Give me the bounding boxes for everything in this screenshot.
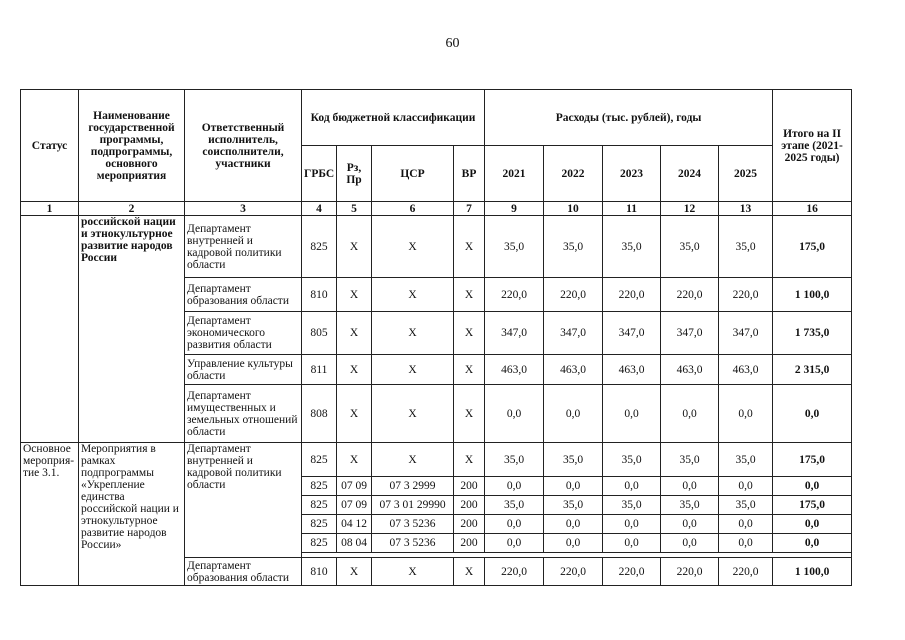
- total-cell: 175,0: [773, 443, 852, 477]
- csr-cell: 07 3 5236: [372, 534, 454, 553]
- rzpr-cell: 08 04: [337, 534, 372, 553]
- header-year: 2025: [719, 146, 773, 202]
- value-cell: 0,0: [603, 534, 661, 553]
- executor-cell: Департамент образования области: [185, 558, 302, 586]
- value-cell: 0,0: [485, 534, 544, 553]
- value-cell: 220,0: [544, 558, 603, 586]
- vr-cell: 200: [454, 534, 485, 553]
- header-year: 2022: [544, 146, 603, 202]
- grbs-cell: 825: [302, 477, 337, 496]
- grbs-cell: 810: [302, 558, 337, 586]
- value-cell: 35,0: [719, 216, 773, 278]
- value-cell: 0,0: [719, 385, 773, 443]
- value-cell: 220,0: [603, 558, 661, 586]
- vr-cell: Х: [454, 385, 485, 443]
- value-cell: 463,0: [485, 355, 544, 385]
- value-cell: 347,0: [485, 312, 544, 355]
- value-cell: 0,0: [719, 477, 773, 496]
- value-cell: 35,0: [661, 216, 719, 278]
- value-cell: 0,0: [719, 534, 773, 553]
- value-cell: 0,0: [544, 534, 603, 553]
- header-vr: ВР: [454, 146, 485, 202]
- table-row: [21, 216, 852, 278]
- value-cell: 220,0: [661, 558, 719, 586]
- grbs-cell: 811: [302, 355, 337, 385]
- total-cell: 1 100,0: [773, 558, 852, 586]
- grbs-cell: 825: [302, 496, 337, 515]
- value-cell: 35,0: [544, 496, 603, 515]
- value-cell: 35,0: [544, 443, 603, 477]
- total-cell: 1 735,0: [773, 312, 852, 355]
- grbs-cell: 808: [302, 385, 337, 443]
- rzpr-cell: Х: [337, 312, 372, 355]
- header-year: 2024: [661, 146, 719, 202]
- header-status: Статус: [21, 90, 79, 202]
- value-cell: 35,0: [719, 443, 773, 477]
- total-cell: 0,0: [773, 534, 852, 553]
- csr-cell: 07 3 2999: [372, 477, 454, 496]
- column-number: 12: [661, 202, 719, 216]
- total-cell: 175,0: [773, 496, 852, 515]
- grbs-cell: 805: [302, 312, 337, 355]
- value-cell: 35,0: [544, 216, 603, 278]
- column-number: 10: [544, 202, 603, 216]
- rzpr-cell: Х: [337, 558, 372, 586]
- table-row: [21, 443, 852, 477]
- csr-cell: Х: [372, 216, 454, 278]
- column-number: 2: [79, 202, 185, 216]
- csr-cell: 07 3 5236: [372, 515, 454, 534]
- header-total: Итого на II этапе (2021-2025 годы): [773, 90, 852, 202]
- header-executor: Ответственный исполнитель, соисполнители, участники: [185, 90, 302, 202]
- total-cell: 1 100,0: [773, 278, 852, 312]
- csr-cell: 07 3 01 29990: [372, 496, 454, 515]
- value-cell: 347,0: [719, 312, 773, 355]
- rzpr-cell: Х: [337, 278, 372, 312]
- value-cell: 0,0: [485, 385, 544, 443]
- value-cell: 35,0: [485, 496, 544, 515]
- value-cell: 35,0: [485, 216, 544, 278]
- budget-table: [20, 89, 852, 586]
- rzpr-cell: Х: [337, 355, 372, 385]
- column-number: 5: [337, 202, 372, 216]
- header-expenses: Расходы (тыс. рублей), годы: [485, 90, 773, 146]
- vr-cell: Х: [454, 312, 485, 355]
- value-cell: 35,0: [603, 496, 661, 515]
- value-cell: 0,0: [485, 477, 544, 496]
- executor-cell: Департамент внутренней и кадровой политики области: [185, 443, 302, 558]
- executor-cell: Департамент внутренней и кадровой политики области: [185, 216, 302, 278]
- grbs-cell: 810: [302, 278, 337, 312]
- value-cell: 0,0: [603, 515, 661, 534]
- value-cell: 0,0: [544, 477, 603, 496]
- grbs-cell: 825: [302, 216, 337, 278]
- header-csr: ЦСР: [372, 146, 454, 202]
- header-year: 2023: [603, 146, 661, 202]
- column-number: 11: [603, 202, 661, 216]
- rzpr-cell: 07 09: [337, 496, 372, 515]
- csr-cell: Х: [372, 558, 454, 586]
- grbs-cell: 825: [302, 443, 337, 477]
- executor-cell: Департамент экономического развития области: [185, 312, 302, 355]
- vr-cell: Х: [454, 216, 485, 278]
- header-year: 2021: [485, 146, 544, 202]
- value-cell: 0,0: [544, 385, 603, 443]
- executor-cell: Управление культуры области: [185, 355, 302, 385]
- value-cell: 220,0: [661, 278, 719, 312]
- vr-cell: 200: [454, 496, 485, 515]
- column-number: 16: [773, 202, 852, 216]
- value-cell: 347,0: [544, 312, 603, 355]
- page-number: 60: [445, 36, 460, 51]
- csr-cell: Х: [372, 385, 454, 443]
- value-cell: 35,0: [603, 443, 661, 477]
- value-cell: 0,0: [661, 477, 719, 496]
- column-number: 13: [719, 202, 773, 216]
- total-cell: 2 315,0: [773, 355, 852, 385]
- rzpr-cell: Х: [337, 443, 372, 477]
- value-cell: 0,0: [544, 515, 603, 534]
- header-grbs: ГРБС: [302, 146, 337, 202]
- value-cell: 220,0: [485, 558, 544, 586]
- total-cell: 175,0: [773, 216, 852, 278]
- value-cell: 0,0: [661, 534, 719, 553]
- value-cell: 35,0: [719, 496, 773, 515]
- executor-cell: Департамент образования области: [185, 278, 302, 312]
- csr-cell: Х: [372, 312, 454, 355]
- vr-cell: Х: [454, 443, 485, 477]
- value-cell: 220,0: [603, 278, 661, 312]
- value-cell: 35,0: [661, 443, 719, 477]
- value-cell: 0,0: [603, 385, 661, 443]
- value-cell: 463,0: [603, 355, 661, 385]
- value-cell: 347,0: [603, 312, 661, 355]
- header-program-name: Наименование государственной программы, подпрограммы, основного мероприятия: [79, 90, 185, 202]
- vr-cell: Х: [454, 355, 485, 385]
- status-cell: Основное мероприя-тие 3.1.: [21, 443, 79, 586]
- column-numbers-row: [21, 202, 852, 216]
- column-number: 4: [302, 202, 337, 216]
- value-cell: 35,0: [485, 443, 544, 477]
- total-cell: 0,0: [773, 385, 852, 443]
- vr-cell: 200: [454, 477, 485, 496]
- value-cell: 0,0: [661, 515, 719, 534]
- vr-cell: 200: [454, 515, 485, 534]
- total-cell: 0,0: [773, 515, 852, 534]
- status-cell-empty: [21, 216, 79, 443]
- header-rzpr: Рз, Пр: [337, 146, 372, 202]
- value-cell: 0,0: [485, 515, 544, 534]
- rzpr-cell: Х: [337, 385, 372, 443]
- vr-cell: Х: [454, 558, 485, 586]
- value-cell: 220,0: [719, 278, 773, 312]
- value-cell: 463,0: [544, 355, 603, 385]
- grbs-cell: 825: [302, 534, 337, 553]
- column-number: 3: [185, 202, 302, 216]
- vr-cell: Х: [454, 278, 485, 312]
- value-cell: 220,0: [719, 558, 773, 586]
- program-name-cell: Мероприятия в рамках подпрограммы «Укрепление единства российской нации и этнокультурное развитие народов России»: [79, 443, 185, 586]
- header-budget-code: Код бюджетной классификации: [302, 90, 485, 146]
- rzpr-cell: 04 12: [337, 515, 372, 534]
- value-cell: 0,0: [719, 515, 773, 534]
- value-cell: 347,0: [661, 312, 719, 355]
- value-cell: 463,0: [719, 355, 773, 385]
- value-cell: 220,0: [544, 278, 603, 312]
- value-cell: 220,0: [485, 278, 544, 312]
- csr-cell: Х: [372, 355, 454, 385]
- value-cell: 35,0: [661, 496, 719, 515]
- rzpr-cell: 07 09: [337, 477, 372, 496]
- column-number: 1: [21, 202, 79, 216]
- value-cell: 0,0: [661, 385, 719, 443]
- csr-cell: Х: [372, 278, 454, 312]
- column-number: 9: [485, 202, 544, 216]
- executor-cell: Департамент имущественных и земельных отношений области: [185, 385, 302, 443]
- column-number: 7: [454, 202, 485, 216]
- csr-cell: Х: [372, 443, 454, 477]
- program-name-cell: российской нации и этнокультурное развитие народов России: [79, 216, 185, 443]
- value-cell: 463,0: [661, 355, 719, 385]
- value-cell: 0,0: [603, 477, 661, 496]
- value-cell: 35,0: [603, 216, 661, 278]
- total-cell: 0,0: [773, 477, 852, 496]
- column-number: 6: [372, 202, 454, 216]
- rzpr-cell: Х: [337, 216, 372, 278]
- grbs-cell: 825: [302, 515, 337, 534]
